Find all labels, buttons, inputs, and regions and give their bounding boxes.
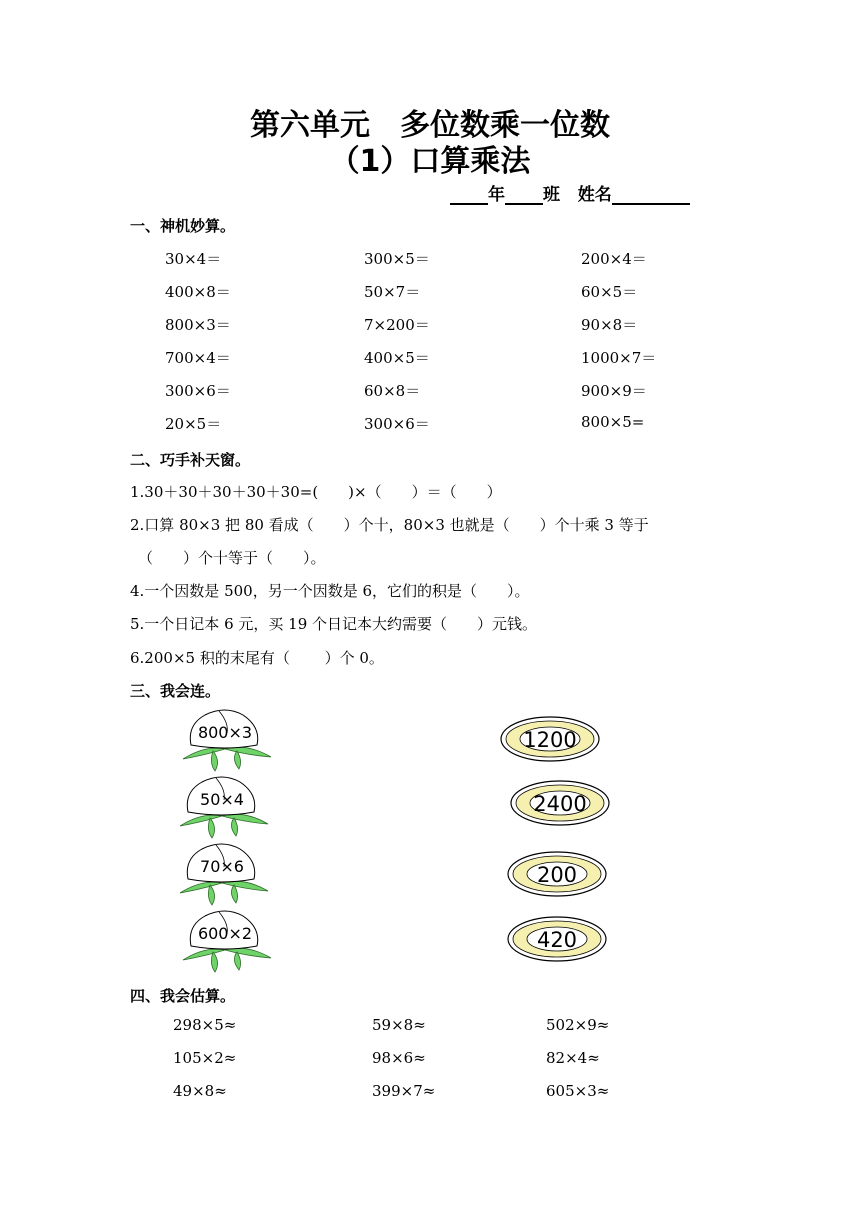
- leaf-icon: [234, 952, 240, 970]
- page-title: 第六单元 多位数乘一位数: [250, 108, 610, 143]
- leaf-icon: [222, 881, 268, 891]
- estimate-item: 105×2≈: [173, 1049, 237, 1067]
- plate-card[interactable]: [508, 852, 606, 896]
- year-blank[interactable]: [450, 185, 488, 205]
- calc-item: 800×5=: [581, 413, 645, 431]
- fill-blank-line: 6.200×5 积的末尾有（ ）个 0。: [130, 649, 384, 667]
- peach-label: 800×3: [197, 723, 253, 742]
- estimate-item: 49×8≈: [173, 1082, 227, 1100]
- plate-label: 420: [536, 928, 578, 952]
- leaf-icon: [180, 815, 222, 826]
- section4-heading: 四、我会估算。: [130, 987, 236, 1005]
- calc-item: 300×6＝: [165, 382, 231, 400]
- estimate-item: 59×8≈: [372, 1016, 426, 1034]
- leaf-icon: [211, 952, 217, 972]
- matching-figure: [0, 700, 860, 980]
- leaf-icon: [231, 885, 237, 903]
- name-label: 姓名: [577, 185, 612, 205]
- fill-blank-line: 2.口算 80×3 把 80 看成（ ）个十，80×3 也就是（ ）个十乘 3 等于: [130, 516, 649, 534]
- section2-heading: 二、巧手补天窗。: [130, 451, 251, 469]
- plate-label: 200: [536, 863, 578, 887]
- calc-item: 50×7＝: [364, 283, 421, 301]
- section3-heading: 三、我会连。: [130, 682, 221, 700]
- leaf-icon: [211, 751, 217, 771]
- calc-item: 700×4＝: [165, 349, 231, 367]
- calc-item: 400×8＝: [165, 283, 231, 301]
- fill-blank-line: 4.一个因数是 500，另一个因数是 6，它们的积是（ ）。: [130, 582, 530, 600]
- calc-item: 60×5＝: [581, 283, 638, 301]
- plate-card[interactable]: [508, 917, 606, 961]
- leaf-icon: [183, 748, 225, 759]
- year-label: 年: [488, 185, 505, 205]
- peach-label: 70×6: [200, 857, 244, 876]
- calc-item: 60×8＝: [364, 382, 421, 400]
- leaf-icon: [225, 948, 271, 958]
- estimate-item: 98×6≈: [372, 1049, 426, 1067]
- plate-card[interactable]: [501, 717, 599, 761]
- student-info-line: [450, 180, 690, 205]
- leaf-icon: [225, 747, 271, 757]
- calc-item: 900×9＝: [581, 382, 647, 400]
- calc-item: 200×4＝: [581, 250, 647, 268]
- plate-card[interactable]: [511, 781, 609, 825]
- leaf-icon: [222, 814, 268, 824]
- calc-item: 30×4＝: [165, 250, 222, 268]
- estimate-item: 82×4≈: [546, 1049, 600, 1067]
- peach-card[interactable]: [183, 911, 271, 972]
- leaf-icon: [208, 885, 214, 905]
- calc-item: 7×200＝: [364, 316, 430, 334]
- class-label: 班: [543, 185, 560, 205]
- fill-blank-line: （ ）个十等于（ ）。: [138, 549, 326, 567]
- calc-item: 1000×7＝: [581, 349, 657, 367]
- calc-item: 300×6＝: [364, 415, 430, 433]
- estimate-item: 298×5≈: [173, 1016, 237, 1034]
- fill-blank-line: 1.30＋30＋30＋30＋30=( )×（ ）＝（ ）: [130, 483, 502, 501]
- leaf-icon: [234, 751, 240, 769]
- class-blank[interactable]: [505, 185, 543, 205]
- leaf-icon: [180, 882, 222, 893]
- plate-label: 2400: [533, 792, 587, 816]
- calc-item: 400×5＝: [364, 349, 430, 367]
- section1-heading: 一、神机妙算。: [130, 217, 236, 235]
- peach-card[interactable]: [180, 844, 268, 905]
- name-blank[interactable]: [612, 185, 690, 205]
- estimate-item: 502×9≈: [546, 1016, 610, 1034]
- peach-card[interactable]: [180, 777, 268, 838]
- leaf-icon: [208, 818, 214, 838]
- plate-label: 1200: [523, 728, 577, 752]
- calc-item: 20×5＝: [165, 415, 222, 433]
- estimate-item: 605×3≈: [546, 1082, 610, 1100]
- leaf-icon: [231, 818, 237, 836]
- peach-label: 50×4: [200, 790, 244, 809]
- calc-item: 300×5＝: [364, 250, 430, 268]
- calc-item: 800×3＝: [165, 316, 231, 334]
- peach-card[interactable]: [183, 710, 271, 771]
- calc-item: 90×8＝: [581, 316, 638, 334]
- page-subtitle: （1）口算乘法: [329, 144, 531, 179]
- estimate-item: 399×7≈: [372, 1082, 436, 1100]
- peach-label: 600×2: [197, 924, 253, 943]
- fill-blank-line: 5.一个日记本 6 元，买 19 个日记本大约需要（ ）元钱。: [130, 615, 538, 633]
- leaf-icon: [183, 949, 225, 960]
